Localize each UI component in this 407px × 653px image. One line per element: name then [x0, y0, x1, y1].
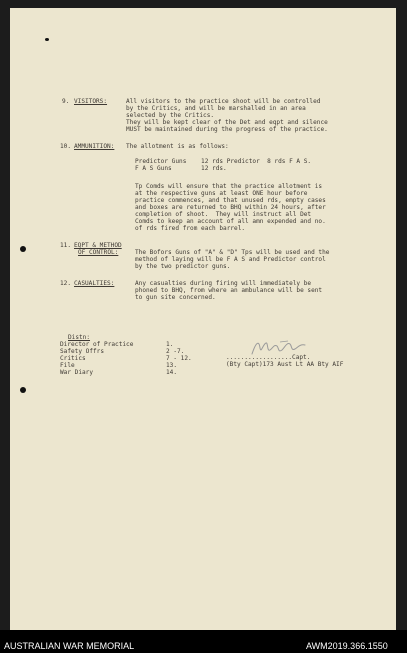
- para11-line: by the two predictor guns.: [135, 263, 231, 270]
- distn-label: Director of Practice: [60, 341, 134, 348]
- para10-line: completion of shoot. They will instruct all Det: [135, 211, 312, 218]
- signature-block: [226, 354, 343, 368]
- distn-label: Critics: [60, 355, 86, 362]
- para11-number: 11.: [60, 242, 72, 249]
- distn-copy: 14.: [166, 369, 178, 376]
- para11-body: [135, 249, 329, 270]
- para10-line: of rds fired from each barrel.: [135, 225, 246, 232]
- footer-institution: AUSTRALIAN WAR MEMORIAL: [4, 641, 135, 651]
- distn-copy: 13.: [166, 362, 178, 369]
- distn-copies: [166, 341, 192, 376]
- para12-number: 12.: [60, 280, 72, 287]
- signature-title: (Bty Capt)173 Aust Lt AA Bty AIF: [226, 361, 344, 368]
- para12-line: Any casualties during firing will immediately be: [135, 280, 312, 287]
- para11-heading-line: EQPT & METHOD: [74, 242, 122, 249]
- punch-hole-upper: [20, 246, 26, 252]
- para9-line: by the Critics, and will be marshalled in an area: [126, 105, 306, 112]
- para11-heading: [74, 242, 122, 256]
- para9-heading: VISITORS:: [74, 98, 108, 105]
- distn-label: File: [60, 362, 75, 369]
- punch-hole-lower: [20, 387, 26, 393]
- punch-mark: [45, 38, 49, 41]
- allotment-row: F A S Guns 12 rds.: [135, 165, 227, 172]
- para9-number: 9.: [62, 98, 70, 105]
- distn-label: War Diary: [60, 369, 94, 376]
- para9-body: [126, 98, 328, 133]
- distn-labels: [60, 341, 133, 376]
- para10-number: 10.: [60, 143, 72, 150]
- para9-line: selected by the Critics.: [126, 112, 215, 119]
- distn-heading: Distn:: [68, 334, 91, 341]
- para10-allotment: [135, 158, 311, 172]
- archive-footer: [0, 630, 407, 653]
- para12-line: phoned to BHQ, from where an ambulance will be sent: [135, 287, 323, 294]
- para10-intro: The allotment is as follows:: [126, 143, 229, 150]
- footer-accession-number: AWM2019.366.1550: [306, 641, 388, 651]
- para9-line: They will be kept clear of the Det and eqpt and silence: [126, 119, 328, 126]
- para10-heading: AMMUNITION:: [74, 143, 115, 150]
- para11-heading-line: OF CONTROL:: [78, 249, 119, 256]
- distn-copy: 7 - 12.: [166, 355, 192, 362]
- allotment-row: Predictor Guns 12 rds Predictor 8 rds F A S.: [135, 158, 312, 165]
- para10-line: at the respective guns at least ONE hour before: [135, 190, 308, 197]
- para12-line: to gun site concerned.: [135, 294, 216, 301]
- para12-body: [135, 280, 322, 301]
- para10-body: [135, 183, 326, 232]
- distn-copy: 1.: [166, 341, 174, 348]
- distn-label: Safety Offrs: [60, 348, 105, 355]
- para11-line: The Bofors Guns of "A" & "D" Tps will be used and the: [135, 249, 330, 256]
- para10-line: Comds to keep an account of all amn expended and no.: [135, 218, 326, 225]
- distn-copy: 2 -7.: [166, 348, 185, 355]
- signature-line: ..................Capt.: [226, 354, 311, 361]
- para10-line: and boxes are returned to BHQ within 24 hours, after: [135, 204, 326, 211]
- para10-line: practice commences, and that unused rds, empty cases: [135, 197, 326, 204]
- document-page: [10, 8, 396, 630]
- para10-line: Tp Comds will ensure that the practice allotment is: [135, 183, 323, 190]
- para9-line: All visitors to the practice shoot will be controlled: [126, 98, 321, 105]
- para11-line: method of laying will be F A S and Predictor control: [135, 256, 326, 263]
- para9-line: MUST be maintained during the progress of the practice.: [126, 126, 328, 133]
- para12-heading: CASUALTIES:: [74, 280, 115, 287]
